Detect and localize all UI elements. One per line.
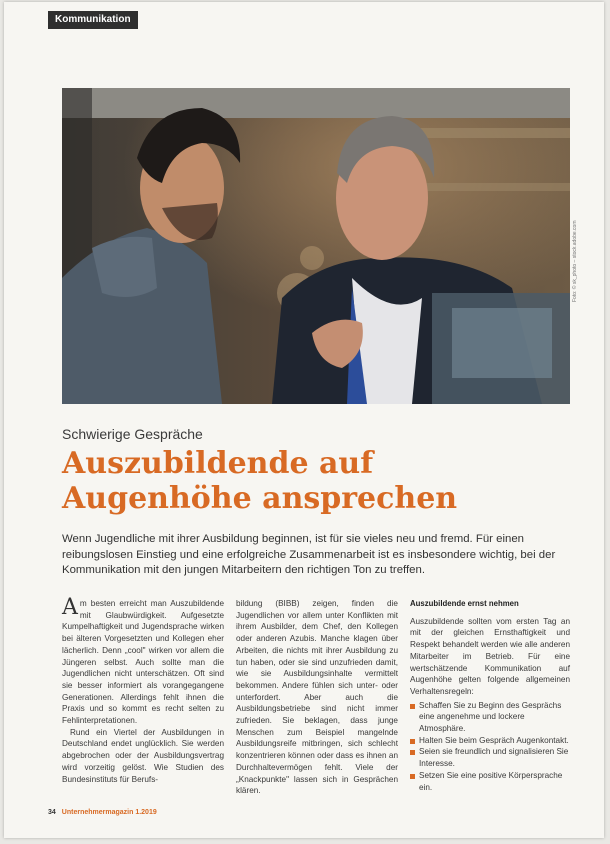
workshop-photo-illustration (62, 88, 570, 404)
kicker: Schwierige Gespräche (62, 426, 203, 442)
subheading: Auszubildende ernst nehmen (410, 599, 519, 608)
paragraph: Rund ein Viertel der Ausbildungen in Deutschland endet unglücklich. Sie werden abgebrochen oder der Ausbildungsvertrag wird vorzeitig gelöst. Wie Studien des Bundesinstituts für Berufs- (62, 727, 224, 784)
paragraph: Auszubildende sollten vom ersten Tag an mit der gleichen Ernsthaftigkeit und Respekt behandelt werden wie alle anderen Mitarbeiter im Betrieb. Für eine wertschätzende Kommunikation auf Augenhöhe gelten folgende allgemeinen Verhaltensregeln: (410, 616, 570, 696)
paragraph-text: m besten erreicht man Auszubildende mit Glaubwürdigkeit. Aufgesetzte Kumpelhaftigkeit und Jugendsprache wirken bei älteren Vorgesetzten und Kollegen eher lächerlich. Denn „cool" wirken vor allem die Jüngeren selbst. Auch sollte man die Jugendlichen nicht unterschätzen. Oft sind sie besser informiert als vorangegangene Generationen. Allerdings fehlt ihnen die Praxis und so kommt es recht selten zu Fehlinterpretationen. (62, 599, 224, 726)
headline-line-2: Augenhöhe ansprechen (62, 481, 458, 516)
headline (62, 446, 562, 516)
body-column-3 (410, 598, 570, 793)
list-item: Setzen Sie eine positive Körpersprache ein. (410, 770, 570, 793)
section-tag: Kommunikation (48, 11, 138, 29)
page-number: 34 (48, 809, 56, 816)
article-photo (62, 88, 570, 404)
headline-line-1: Auszubildende auf (62, 446, 374, 481)
magazine-page (4, 2, 604, 838)
list-item: Schaffen Sie zu Beginn des Gesprächs eine angenehme und lockere Atmosphäre. (410, 700, 570, 735)
list-item: Seien sie freundlich und signalisieren Sie Interesse. (410, 746, 570, 769)
lead-paragraph: Wenn Jugendliche mit ihrer Ausbildung beginnen, ist für sie vieles neu und fremd. Für einen reibungslosen Einstieg und eine erfolgreiche Zusammenarbeit ist es insbesondere wichtig, bei der Kommunikation mit den jungen Mitarbeitern den richtigen Ton zu treffen. (62, 533, 556, 576)
list-item: Halten Sie beim Gespräch Augenkontakt. (410, 735, 570, 747)
paragraph (62, 595, 224, 727)
body-column-2 (236, 598, 398, 797)
body-column-1 (62, 595, 224, 785)
photo-credit: Foto: © sk_photo – stock.adobe.com (572, 220, 578, 302)
paragraph: bildung (BIBB) zeigen, finden die Jugendlichen vor allem unter Konflikten mit ihrem Ausbilder, dem Chef, den Kollegen oder anderen Azubis. Manche klagen über Arbeiten, die nichts mit ihrer Ausbildung zu tun haben, oder sie sind unzufrieden damit, wie sie Ausbildungsinhalte vermittelt bekommen. Andere fühlen sich unter- oder unterfordert. Aber auch die Ausbildungsbetriebe sind nicht immer zufrieden. Sie beklagen, dass junge Menschen zum Beispiel mangelnde Ausbildungsreife mitbringen, sich schlecht konzentrieren können oder dass es ihnen an Durchhaltevermögen fehlt. Viele der „Knackpunkte" lassen sich in Gesprächen klären. (236, 599, 398, 796)
page-footer (48, 809, 157, 816)
drop-cap: A (62, 595, 78, 620)
magazine-name: Unternehmermagazin 1.2019 (61, 809, 157, 816)
rules-list (410, 700, 570, 794)
